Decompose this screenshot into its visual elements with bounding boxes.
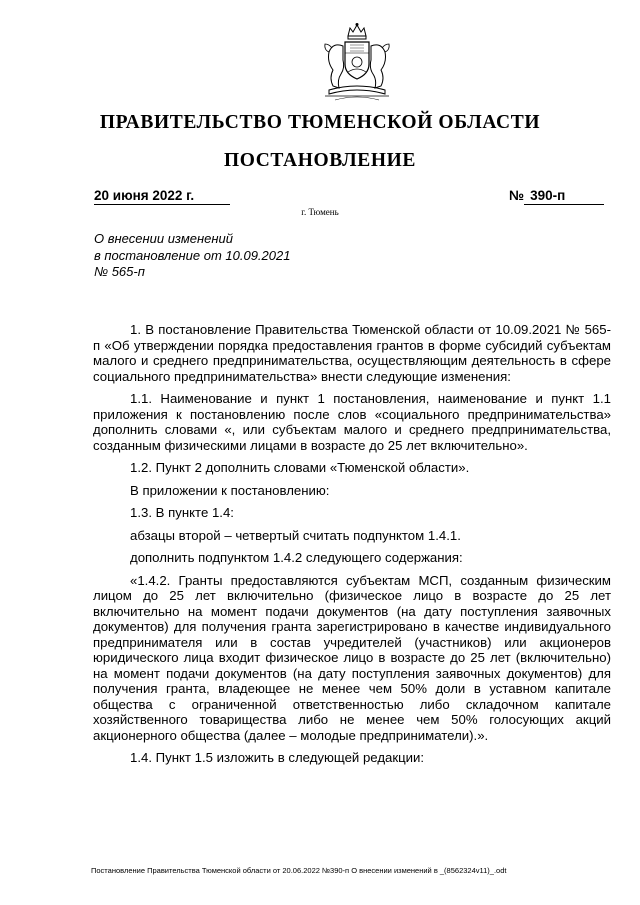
body-paragraph: 1.1. Наименование и пункт 1 постановления, наименование и пункт 1.1 приложения к постановлению после слов «социального предпринимательства» дополнить словами «, или субъектам малого и среднего предпринимательства, созданным физическими лицами в возрасте до 25 лет включительно».: [93, 391, 611, 453]
body-paragraph: 1.4. Пункт 1.5 изложить в следующей редакции:: [130, 750, 425, 765]
number-value: 390-п: [524, 188, 604, 205]
government-title: ПРАВИТЕЛЬСТВО ТЮМЕНСКОЙ ОБЛАСТИ: [99, 112, 541, 133]
number-sign: №: [509, 188, 525, 203]
document-type: ПОСТАНОВЛЕНИЕ: [223, 150, 417, 171]
body-paragraph: абзацы второй – четвертый считать подпунктом 1.4.1.: [130, 527, 461, 543]
document-body: [93, 322, 611, 766]
body-paragraph: 1.2. Пункт 2 дополнить словами «Тюменской области».: [130, 460, 470, 475]
tyumen-region-coat-of-arms-icon: [315, 22, 399, 104]
body-paragraph: 1. В постановление Правительства Тюменской области от 10.09.2021 № 565-п «Об утверждении порядка предоставления грантов в форме субсидий субъектам малого и среднего предпринимательства, осуществляющим деятельность в сфере социального предпринимательства» внести следующие изменения:: [93, 322, 611, 384]
subject-line: О внесении изменений: [94, 231, 233, 246]
subject-line: № 565-п: [94, 264, 145, 279]
document-subject: [94, 231, 354, 281]
footer-text: Постановление Правительства Тюменской области от 20.06.2022 №390-п О внесении изменений в _(8562324v11)_.odt: [91, 866, 507, 875]
document-date: 20 июня 2022 г.: [94, 188, 230, 205]
body-paragraph: В приложении к постановлению:: [130, 482, 330, 498]
body-paragraph: дополнить подпунктом 1.4.2 следующего содержания:: [130, 550, 463, 565]
body-paragraph: 1.3. В пункте 1.4:: [130, 505, 234, 520]
city-label: г. Тюмень: [301, 207, 339, 217]
body-paragraph: «1.4.2. Гранты предоставляются субъектам МСП, созданным физическим лицом до 25 лет включительно (физическое лицо в возрасте до 25 лет включительно на момент подачи документов (на дату поступления заявочных документов) для получения гранта зарегистрировано в качестве индивидуального предпринимателя или в состав учредителей (участников) или акционеров юридического лица входит физическое лицо в возрасте до 25 лет (включительно) на момент подачи документов (на дату поступления заявочных документов) для получения гранта, владеющее не менее чем 50% доли в уставном капитале общества с ограниченной ответственностью либо складочном капитале хозяйственного товарищества либо не менее чем 50% голосующих акций акционерного общества (далее – молодые предприниматели).».: [93, 572, 611, 743]
document-number: [509, 188, 604, 205]
subject-line: в постановление от 10.09.2021: [94, 247, 291, 263]
